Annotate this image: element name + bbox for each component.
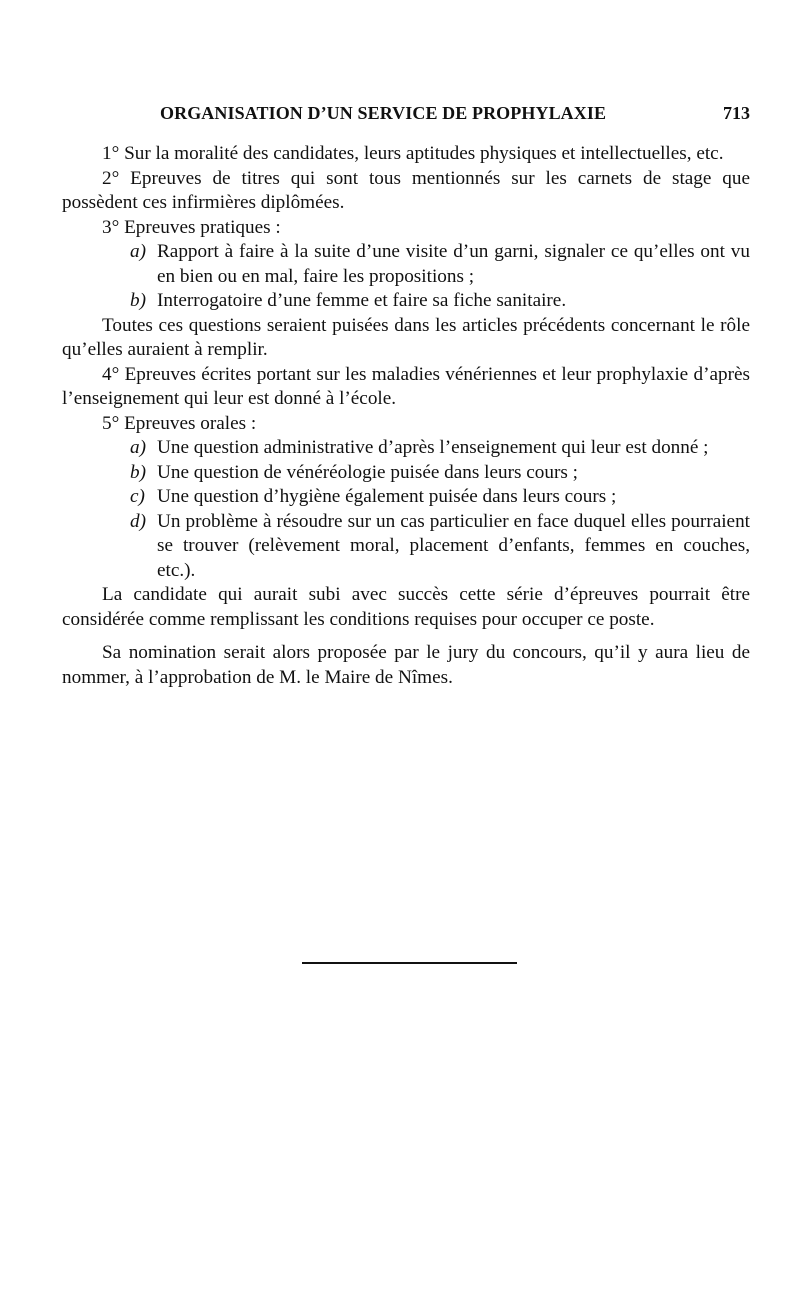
list-item-label: c): [130, 486, 145, 507]
list-item-text: Un problème à résoudre sur un cas particulier en face duquel elles pourraient se trouver (relèvement moral, placement d’enfants, femmes en couches, etc.).: [157, 510, 750, 581]
paragraph-epreuves-titres: 2° Epreuves de titres qui sont tous mentionnés sur les carnets de stage que possèdent ces infirmières diplômées.: [62, 167, 750, 213]
paragraph-epreuves-ecrites: 4° Epreuves écrites portant sur les maladies vénériennes et leur prophylaxie d’après l’enseignement qui leur est donné à l’école.: [62, 363, 750, 409]
page-number: 713: [723, 103, 750, 123]
list-item-orale-b: [130, 461, 750, 486]
list-item-orale-d: [130, 510, 750, 584]
list-item-label: b): [130, 290, 146, 311]
paragraph-candidate: La candidate qui aurait subi avec succès cette série d’épreuves pourrait être considérée comme remplissant les conditions requises pour occuper ce poste.: [62, 584, 750, 630]
list-item-label: a): [130, 241, 146, 262]
running-header: [160, 103, 750, 129]
list-item-text: Une question de vénéréologie puisée dans leurs cours ;: [157, 461, 578, 483]
paragraph-epreuves-orales: 5° Epreuves orales :: [102, 412, 257, 434]
list-item-text: Rapport à faire à la suite d’une visite d’un garni, signaler ce qu’elles ont vu en bien ou en mal, faire les propositions ;: [157, 241, 750, 287]
body-text: [62, 142, 750, 690]
list-item-orale-c: [130, 485, 750, 510]
paragraph-moralite: 1° Sur la moralité des candidates, leurs aptitudes physiques et intellectuelles, etc.: [102, 143, 724, 164]
list-item-label: a): [130, 437, 146, 458]
running-title: ORGANISATION D’UN SERVICE DE PROPHYLAXIE: [160, 103, 607, 123]
list-item-pratique-a: [130, 240, 750, 289]
paragraph-questions: Toutes ces questions seraient puisées dans les articles précédents concernant le rôle qu’elles auraient à remplir.: [62, 314, 750, 360]
list-item-text: Une question administrative d’après l’enseignement qui leur est donné ;: [157, 437, 709, 458]
list-item-text: Une question d’hygiène également puisée dans leurs cours ;: [157, 486, 617, 507]
list-item-orale-a: [130, 436, 750, 461]
list-item-text: Interrogatoire d’une femme et faire sa fiche sanitaire.: [157, 290, 567, 311]
closing-rule: [302, 962, 517, 964]
list-item-label: d): [130, 510, 146, 532]
list-item-pratique-b: [130, 289, 750, 314]
paragraph-epreuves-pratiques: 3° Epreuves pratiques :: [102, 216, 281, 238]
list-item-label: b): [130, 461, 146, 483]
paragraph-nomination: Sa nomination serait alors proposée par le jury du concours, qu’il y aura lieu de nommer, à l’approbation de M. le Maire de Nîmes.: [62, 642, 750, 688]
